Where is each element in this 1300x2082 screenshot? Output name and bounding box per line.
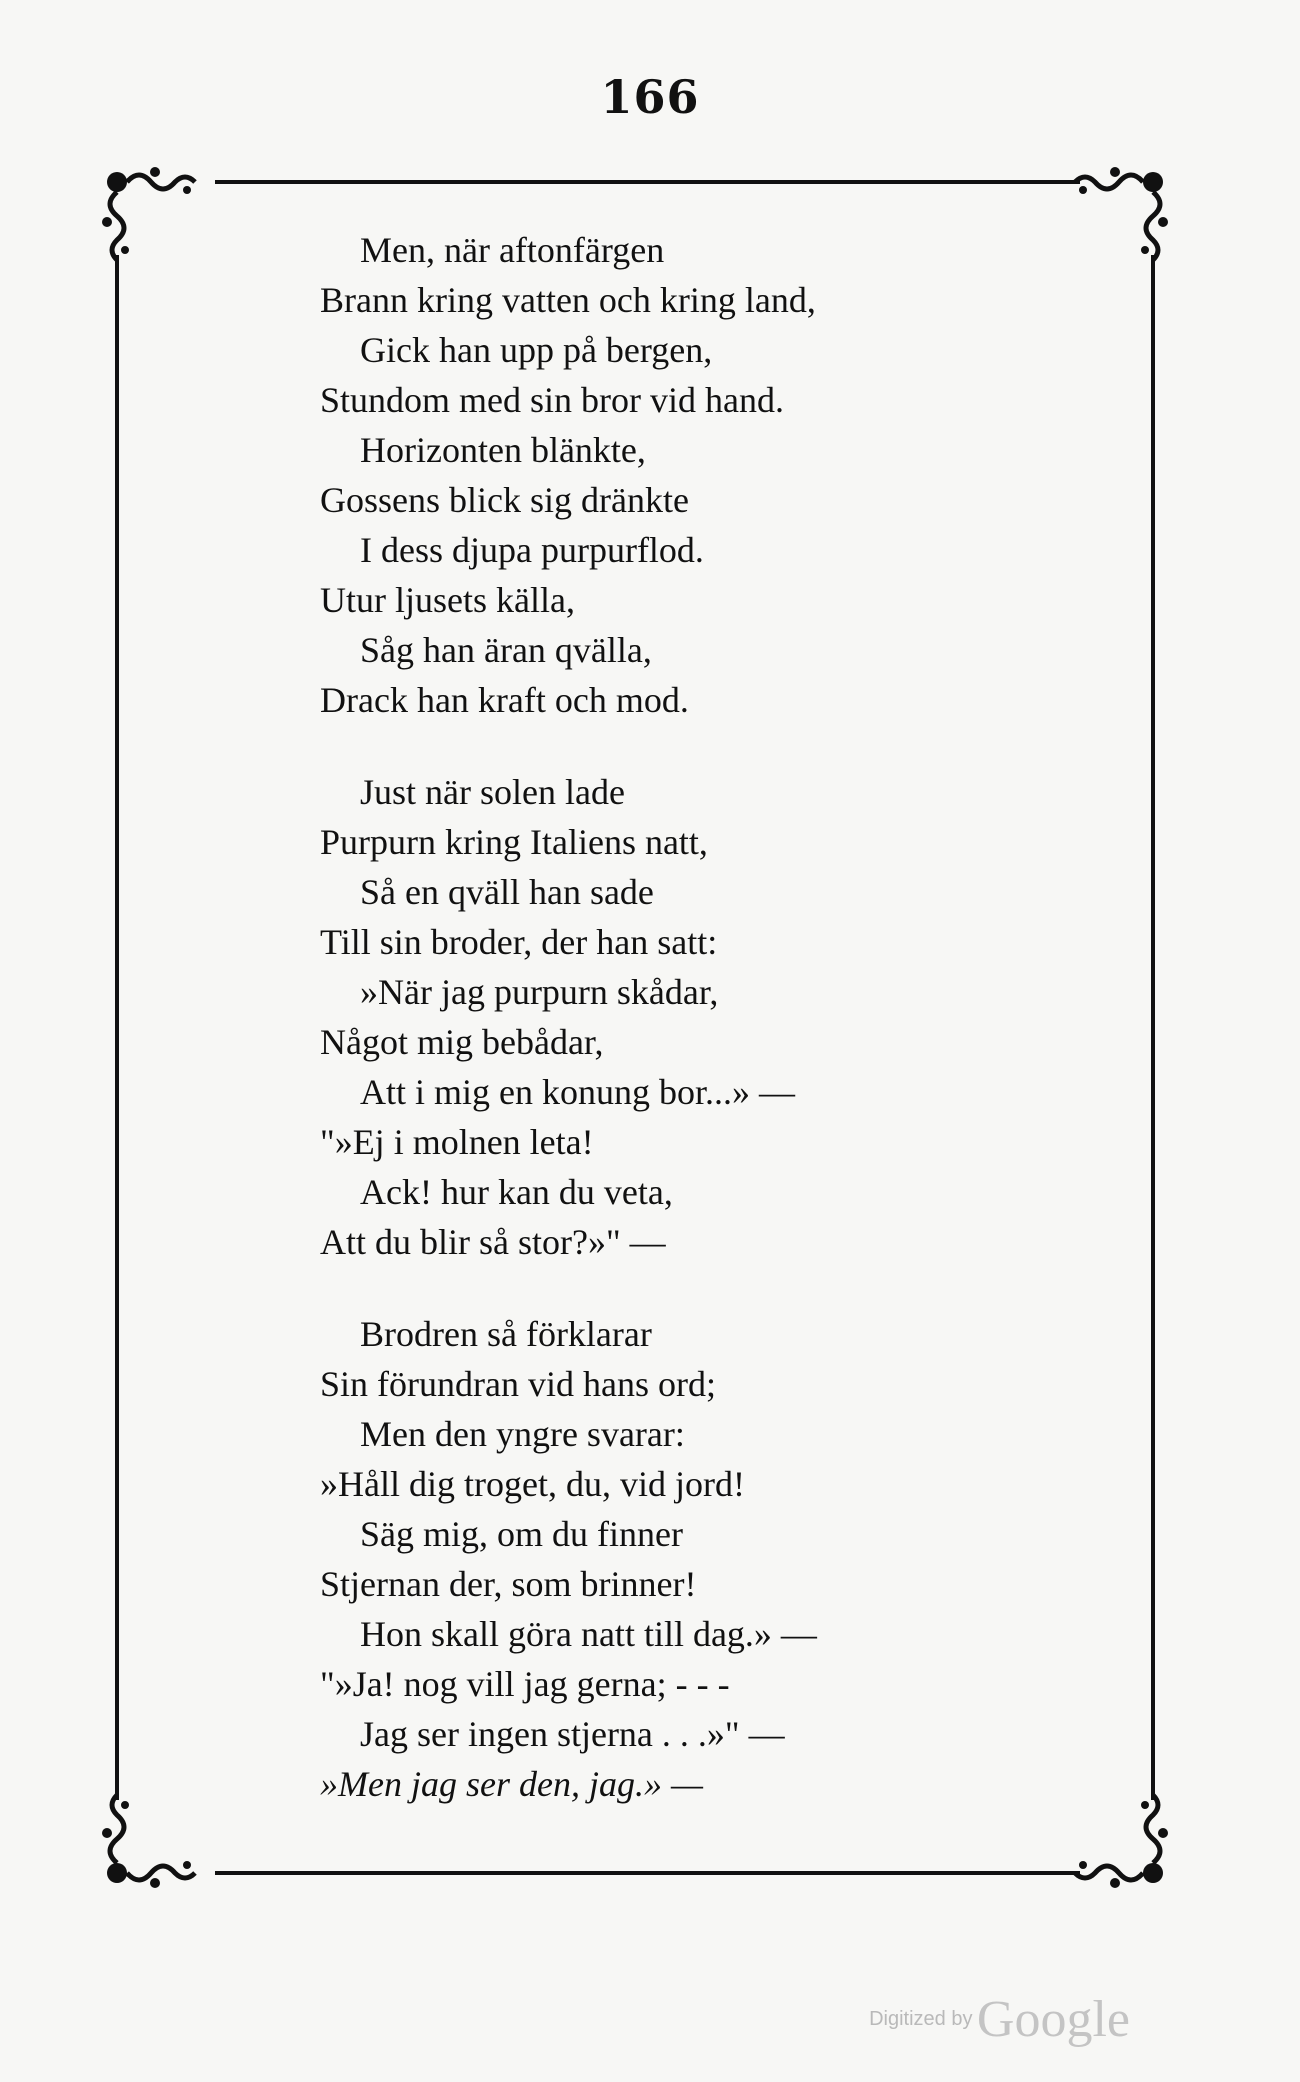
poem-line: Men, när aftonfärgen <box>360 230 665 270</box>
poem-line: Drack han kraft och mod. <box>320 680 689 720</box>
watermark-prefix: Digitized by <box>869 2008 973 2030</box>
poem-line: »Håll dig troget, du, vid jord! <box>320 1464 745 1504</box>
poem-line: Brann kring vatten och kring land, <box>320 280 816 320</box>
poem-line: Jag ser ingen stjerna . . .»" — <box>360 1714 785 1754</box>
poem-line: Såg han äran qvälla, <box>360 630 652 670</box>
poem-line: Horizonten blänkte, <box>360 430 646 470</box>
poem-line: Att du blir så stor?»" — <box>320 1222 666 1262</box>
ornament-bottom-left-icon <box>102 1795 195 1888</box>
poem-line: Purpurn kring Italiens natt, <box>320 822 708 862</box>
ornament-bottom-right-icon <box>1075 1795 1168 1888</box>
poem-line: I dess djupa purpurflod. <box>360 530 704 570</box>
poem-line: Ack! hur kan du veta, <box>360 1172 673 1212</box>
poem-line: Hon skall göra natt till dag.» — <box>360 1614 817 1654</box>
stanza <box>320 225 1040 725</box>
stanza <box>320 767 1040 1267</box>
poem-line: »När jag purpurn skådar, <box>360 972 719 1012</box>
poem-line: Något mig bebådar, <box>320 1022 604 1062</box>
poem-line: Gossens blick sig dränkte <box>320 480 689 520</box>
poem-line: "»Ej i molnen leta! <box>320 1122 594 1162</box>
poem <box>320 225 1040 1851</box>
poem-line: Men den yngre svarar: <box>360 1414 685 1454</box>
poem-line: "»Ja! nog vill jag gerna; - - - <box>320 1664 730 1704</box>
poem-line: Att i mig en konung bor...» — <box>360 1072 795 1112</box>
poem-line: Till sin broder, der han satt: <box>320 922 718 962</box>
poem-line: Stjernan der, som brinner! <box>320 1564 697 1604</box>
digitized-watermark <box>869 1990 1130 2049</box>
ornament-top-right-icon <box>1075 167 1168 260</box>
poem-line: Stundom med sin bror vid hand. <box>320 380 784 420</box>
poem-line: Utur ljusets källa, <box>320 580 575 620</box>
stanza <box>320 1309 1040 1809</box>
ornament-top-left-icon <box>102 167 195 260</box>
poem-line: Så en qväll han sade <box>360 872 654 912</box>
poem-line: Brodren så förklarar <box>360 1314 652 1354</box>
watermark-brand: Google <box>976 1991 1130 2048</box>
poem-line: Gick han upp på bergen, <box>360 330 713 370</box>
poem-line: »Men jag ser den, jag.» — <box>320 1764 703 1804</box>
poem-line: Säg mig, om du finner <box>360 1514 683 1554</box>
page-number: 166 <box>600 70 700 124</box>
poem-line: Just när solen lade <box>360 772 625 812</box>
poem-line: Sin förundran vid hans ord; <box>320 1364 716 1404</box>
